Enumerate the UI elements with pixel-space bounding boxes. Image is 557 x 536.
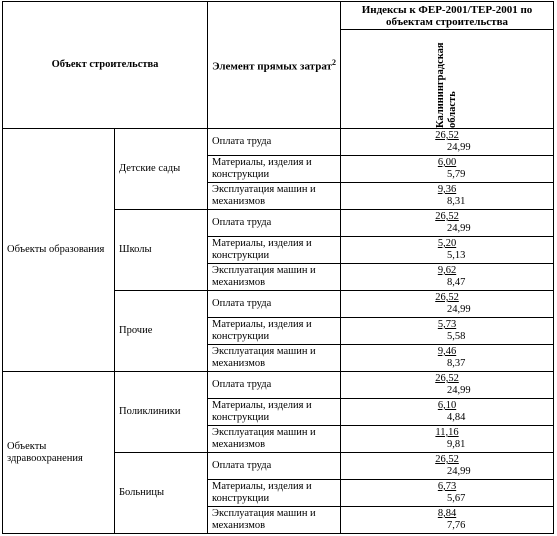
- region-name: Калининградская область: [435, 42, 459, 128]
- element-column-title: Элемент прямых затрат: [212, 60, 332, 73]
- current-index-value: 6,00: [437, 157, 457, 168]
- cost-element-cell: Эксплуатация машин и механизмов: [208, 426, 341, 453]
- index-value-cell: 9,36 8,31: [341, 183, 554, 210]
- current-index-value: 9,46: [437, 346, 457, 357]
- object-column-title: Объект строительства: [51, 59, 159, 70]
- current-index-value: 6,73: [437, 481, 457, 492]
- object-subtype-cell: Прочие: [115, 291, 208, 372]
- cost-element-cell: Оплата труда: [208, 210, 341, 237]
- object-subtype-cell: Больницы: [115, 453, 208, 534]
- footnote-marker: 2: [331, 58, 336, 68]
- object-subtype-cell: Школы: [115, 210, 208, 291]
- cost-element-cell: Эксплуатация машин и механизмов: [208, 264, 341, 291]
- current-index-value: 5,20: [437, 238, 457, 249]
- index-value-cell: 5,73 5,58: [341, 318, 554, 345]
- index-value-cell: 26,52 24,99: [341, 291, 554, 318]
- current-index-value: 26,52: [435, 292, 459, 303]
- index-value-cell: 26,52 24,99: [341, 372, 554, 399]
- index-value-cell: 9,62 8,47: [341, 264, 554, 291]
- cost-element-cell: Эксплуатация машин и механизмов: [208, 183, 341, 210]
- cost-element-cell: Материалы, изделия и конструкции: [208, 237, 341, 264]
- object-group-cell: Объекты образования: [3, 129, 115, 372]
- current-index-value: 26,52: [435, 373, 459, 384]
- index-value-cell: 26,52 24,99: [341, 210, 554, 237]
- index-value-cell: 9,46 8,37: [341, 345, 554, 372]
- current-index-value: 9,36: [437, 184, 457, 195]
- index-value-cell: 26,52 24,99: [341, 129, 554, 156]
- element-column-header: [208, 2, 341, 129]
- cost-element-cell: Оплата труда: [208, 291, 341, 318]
- indices-header: [341, 2, 554, 30]
- table-row: [3, 129, 554, 156]
- object-column-header: [3, 2, 208, 129]
- index-value-cell: 5,20 5,13: [341, 237, 554, 264]
- index-value-cell: 6,10 4,84: [341, 399, 554, 426]
- table-row: [3, 372, 554, 399]
- cost-element-cell: Оплата труда: [208, 129, 341, 156]
- object-group-cell: Объекты здравоохранения: [3, 372, 115, 534]
- current-index-value: 26,52: [435, 454, 459, 465]
- current-index-value: 9,62: [437, 265, 457, 276]
- index-value-cell: 6,73 5,67: [341, 480, 554, 507]
- cost-element-cell: Материалы, изделия и конструкции: [208, 318, 341, 345]
- region-column-header: [341, 30, 554, 129]
- cost-element-cell: Оплата труда: [208, 372, 341, 399]
- indices-title: Индексы к ФЕР-2001/ТЕР-2001 по объектам строительства: [361, 3, 533, 28]
- cost-element-cell: Эксплуатация машин и механизмов: [208, 345, 341, 372]
- cost-element-cell: Материалы, изделия и конструкции: [208, 156, 341, 183]
- current-index-value: 11,16: [435, 427, 459, 438]
- current-index-value: 6,10: [437, 400, 457, 411]
- current-index-value: 5,73: [437, 319, 457, 330]
- cost-element-cell: Оплата труда: [208, 453, 341, 480]
- index-value-cell: 26,52 24,99: [341, 453, 554, 480]
- index-value-cell: 8,84 7,76: [341, 507, 554, 534]
- cost-element-cell: Эксплуатация машин и механизмов: [208, 507, 341, 534]
- index-value-cell: 11,16 9,81: [341, 426, 554, 453]
- object-subtype-cell: Детские сады: [115, 129, 208, 210]
- current-index-value: 26,52: [435, 211, 459, 222]
- table-body: [3, 129, 554, 534]
- indices-table: [2, 1, 554, 534]
- object-subtype-cell: Поликлиники: [115, 372, 208, 453]
- cost-element-cell: Материалы, изделия и конструкции: [208, 480, 341, 507]
- current-index-value: 8,84: [437, 508, 457, 519]
- cost-element-cell: Материалы, изделия и конструкции: [208, 399, 341, 426]
- current-index-value: 26,52: [435, 130, 459, 141]
- index-value-cell: 6,00 5,79: [341, 156, 554, 183]
